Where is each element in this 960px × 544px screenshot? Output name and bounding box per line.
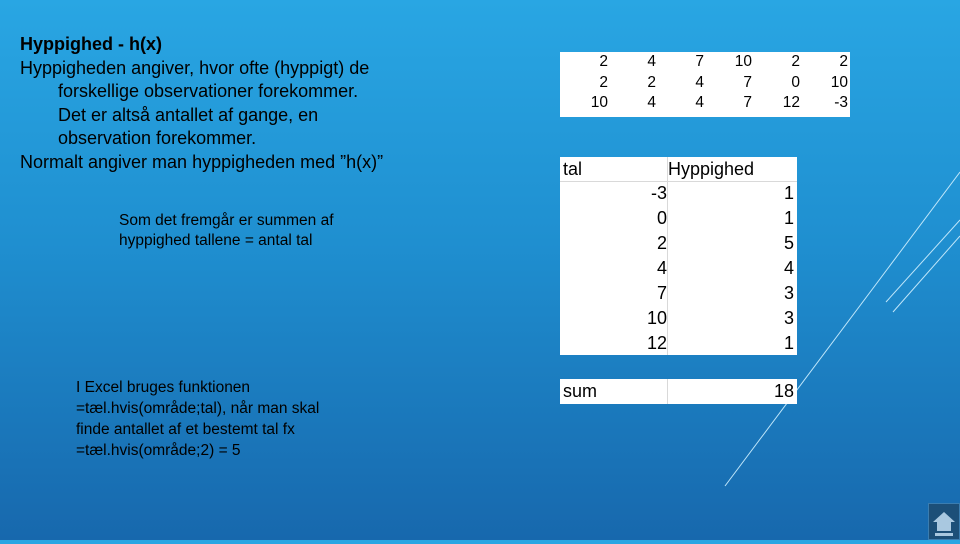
column-header-tal: tal <box>563 159 583 179</box>
cell: 4 <box>695 73 704 91</box>
grid-line <box>667 379 668 404</box>
cell: 7 <box>743 73 752 91</box>
note-line: Som det fremgår er summen af <box>119 212 334 229</box>
note-line: I Excel bruges funktionen <box>76 379 251 396</box>
cell: 2 <box>599 53 608 70</box>
cell: 7 <box>695 53 704 70</box>
hyppighed-value: 1 <box>783 208 794 228</box>
table-row <box>560 331 797 356</box>
note-line: finde antallet af et bestemt tal fx <box>76 421 295 438</box>
paragraph-line: observation forekommer. <box>58 128 257 148</box>
hyppighed-value: 3 <box>783 308 794 328</box>
tal-value: 10 <box>646 308 667 328</box>
sum-note <box>119 211 334 251</box>
cell: 2 <box>599 73 608 91</box>
note-line: hyppighed tallene = antal tal <box>119 232 313 249</box>
observations-table <box>560 52 850 117</box>
slide-heading: Hyppighed - h(x) <box>20 34 162 54</box>
cell: 2 <box>647 73 656 91</box>
column-header-hyppighed: Hyppighed <box>668 159 755 179</box>
tal-value: -3 <box>650 183 667 203</box>
cell: 7 <box>743 94 752 111</box>
table-row <box>560 206 797 231</box>
table-row <box>560 181 797 206</box>
note-line: =tæl.hvis(område;2) = 5 <box>76 442 241 459</box>
table-row <box>560 231 797 256</box>
cell: 10 <box>830 73 848 91</box>
tal-value: 0 <box>656 208 667 228</box>
main-text-block <box>20 33 440 174</box>
frequency-table-header <box>560 157 797 181</box>
tal-value: 12 <box>646 333 667 353</box>
frequency-table <box>560 157 797 355</box>
sum-label: sum <box>563 381 598 401</box>
paragraph-line: forskellige observationer forekommer. <box>58 81 359 101</box>
cell: 4 <box>647 53 656 70</box>
home-icon <box>929 504 959 539</box>
observations-column <box>568 52 608 114</box>
cell: 0 <box>791 73 800 91</box>
tal-value: 4 <box>656 258 667 278</box>
observations-column <box>808 52 848 114</box>
cell: 2 <box>839 53 848 70</box>
hyppighed-value: 1 <box>783 333 794 353</box>
cell: 4 <box>647 94 656 111</box>
paragraph-line: Normalt angiver man hyppigheden med ”h(x)” <box>20 151 384 172</box>
note-line: =tæl.hvis(område;tal), når man skal <box>76 400 320 417</box>
tal-value: 2 <box>656 233 667 253</box>
excel-note <box>76 377 319 461</box>
home-button[interactable] <box>928 503 960 540</box>
tal-value: 7 <box>656 283 667 303</box>
cell: 12 <box>782 94 800 111</box>
hyppighed-value: 1 <box>783 183 794 203</box>
cell: 10 <box>590 94 608 111</box>
table-row <box>560 306 797 331</box>
hyppighed-value: 4 <box>783 258 794 278</box>
sum-row <box>560 379 797 404</box>
paragraph-line: Det er altså antallet af gange, en <box>58 104 319 125</box>
cell: 10 <box>734 53 752 70</box>
paragraph-line: Hyppigheden angiver, hvor ofte (hyppigt) de <box>20 57 370 78</box>
cell: -3 <box>834 94 848 111</box>
observations-column <box>616 52 656 114</box>
observations-column <box>712 52 752 114</box>
hyppighed-value: 5 <box>783 233 794 253</box>
table-row <box>560 256 797 281</box>
cell: 4 <box>695 94 704 111</box>
table-row <box>560 281 797 306</box>
cell: 2 <box>791 53 800 70</box>
sum-value: 18 <box>773 381 794 401</box>
hyppighed-value: 3 <box>783 283 794 303</box>
observations-column <box>664 52 704 114</box>
observations-column <box>760 52 800 114</box>
